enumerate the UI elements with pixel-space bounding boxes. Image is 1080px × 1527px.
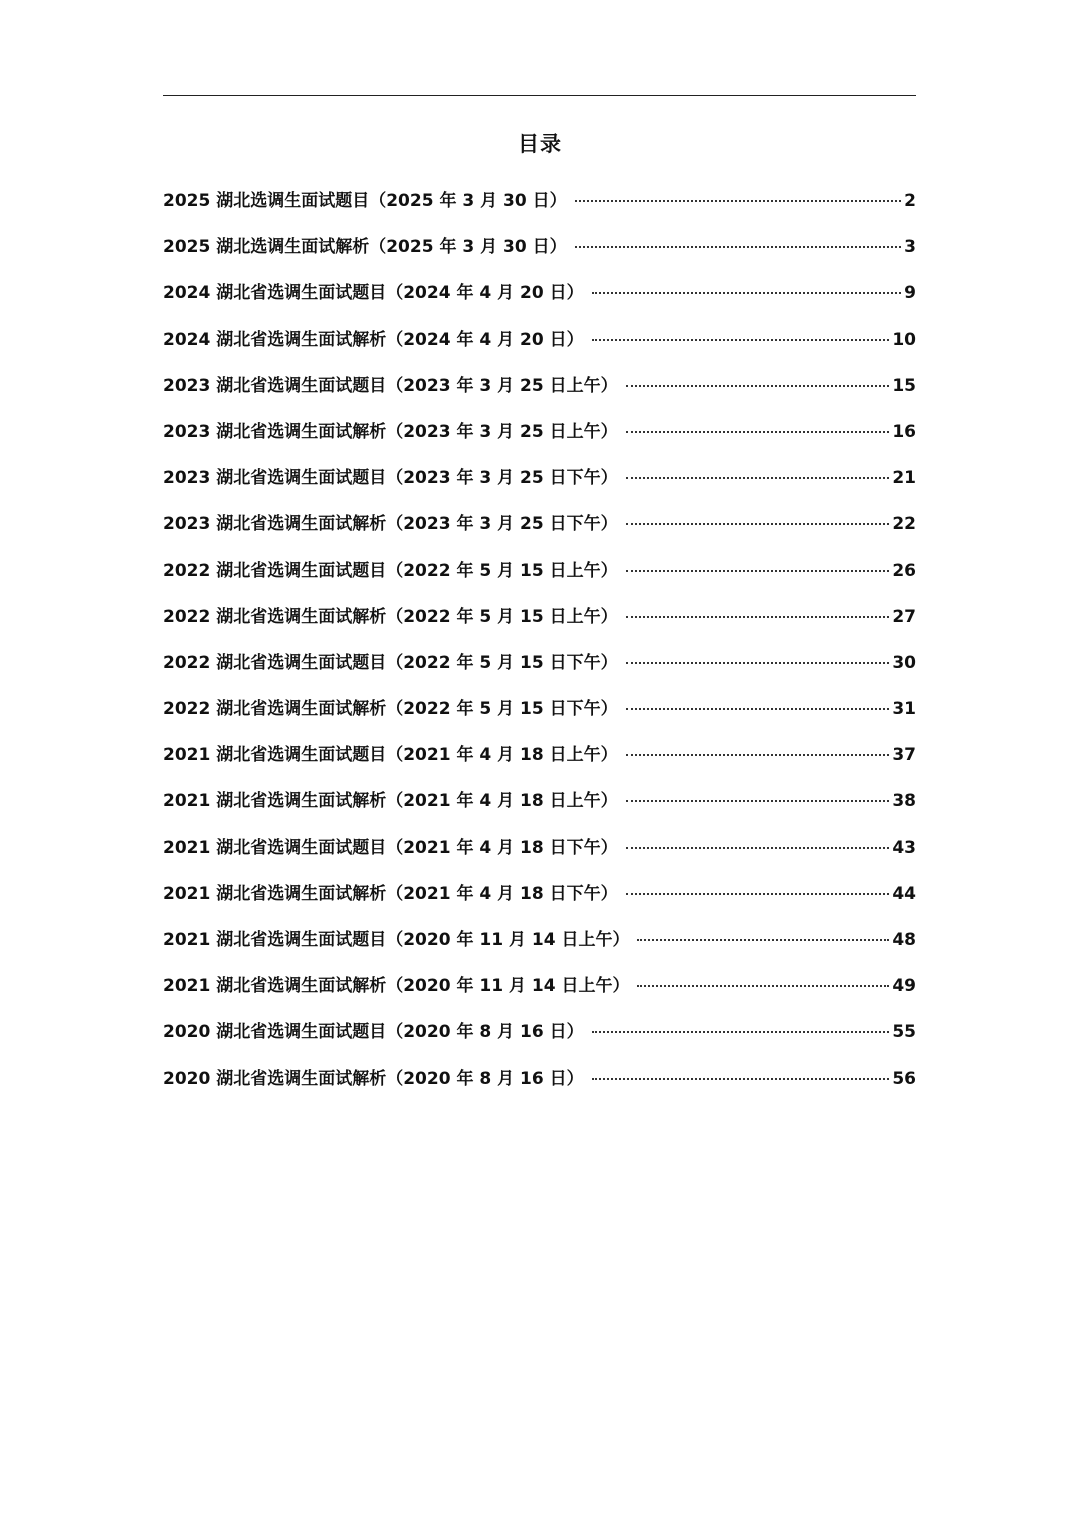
toc-entry-text: 2021 湖北省选调生面试解析（2020 年 11 月 14 日上午） (163, 976, 630, 997)
toc-leader-dots (626, 754, 890, 756)
toc-page-number: 15 (892, 375, 916, 396)
toc-entry[interactable] (163, 785, 916, 831)
toc-page-number: 3 (904, 237, 916, 258)
toc-entry[interactable] (163, 508, 916, 554)
toc-leader-dots (626, 385, 890, 387)
toc-entry-text: 2021 湖北省选调生面试题目（2020 年 11 月 14 日上午） (163, 930, 630, 950)
toc-entry-text: 2023 湖北省选调生面试题目（2023 年 3 月 25 日下午） (163, 468, 618, 489)
toc-leader-dots (575, 200, 902, 202)
toc-entry-text: 2020 湖北省选调生面试题目（2020 年 8 月 16 日） (163, 1022, 584, 1043)
header-rule (163, 95, 916, 96)
toc-entry[interactable] (163, 647, 916, 693)
toc-page-number: 16 (892, 421, 916, 442)
toc-leader-dots (592, 1031, 890, 1033)
toc-entry[interactable] (163, 277, 916, 323)
toc-page-number: 26 (892, 560, 916, 581)
toc-entry-text: 2024 湖北省选调生面试解析（2024 年 4 月 20 日） (163, 329, 584, 350)
toc-page-number: 30 (892, 652, 916, 673)
toc-leader-dots (626, 431, 890, 433)
toc-entry-text: 2025 湖北选调生面试解析（2025 年 3 月 30 日） (163, 237, 567, 258)
toc-leader-dots (626, 570, 890, 572)
toc-entry[interactable] (163, 324, 916, 370)
toc-page-number: 55 (892, 1022, 916, 1043)
toc-leader-dots (626, 477, 890, 479)
toc-page-number: 2 (904, 191, 916, 211)
toc-entry-text: 2022 湖北省选调生面试解析（2022 年 5 月 15 日下午） (163, 699, 618, 720)
toc-page-number: 56 (892, 1068, 916, 1089)
toc-leader-dots (626, 708, 890, 710)
toc-entry-text: 2024 湖北省选调生面试题目（2024 年 4 月 20 日） (163, 283, 584, 304)
toc-leader-dots (592, 339, 890, 341)
toc-entry-text: 2020 湖北省选调生面试解析（2020 年 8 月 16 日） (163, 1068, 584, 1089)
toc-leader-dots (626, 523, 890, 525)
toc-page-number: 22 (892, 514, 916, 535)
toc-leader-dots (626, 616, 890, 618)
toc-entry-text: 2022 湖北省选调生面试题目（2022 年 5 月 15 日上午） (163, 560, 618, 581)
toc-list (163, 185, 916, 1109)
toc-entry-text: 2023 湖北省选调生面试题目（2023 年 3 月 25 日上午） (163, 375, 618, 396)
toc-leader-dots (575, 246, 902, 248)
toc-entry[interactable] (163, 555, 916, 601)
toc-entry-text: 2023 湖北省选调生面试解析（2023 年 3 月 25 日上午） (163, 421, 618, 442)
toc-entry[interactable] (163, 1016, 916, 1062)
toc-entry[interactable] (163, 693, 916, 739)
toc-entry[interactable] (163, 924, 916, 970)
toc-title: 目录 (518, 132, 562, 156)
toc-page-number: 48 (892, 930, 916, 950)
toc-entry[interactable] (163, 739, 916, 785)
toc-entry[interactable] (163, 462, 916, 508)
toc-page-number: 38 (892, 791, 916, 812)
toc-leader-dots (637, 985, 889, 987)
toc-entry[interactable] (163, 878, 916, 924)
toc-leader-dots (626, 800, 890, 802)
toc-page-number: 10 (892, 329, 916, 350)
toc-entry-text: 2021 湖北省选调生面试解析（2021 年 4 月 18 日上午） (163, 791, 618, 812)
toc-leader-dots (626, 847, 890, 849)
toc-leader-dots (637, 939, 889, 941)
toc-page-number: 44 (892, 883, 916, 904)
toc-entry-text: 2023 湖北省选调生面试解析（2023 年 3 月 25 日下午） (163, 514, 618, 535)
toc-entry[interactable] (163, 416, 916, 462)
toc-entry-text: 2021 湖北省选调生面试题目（2021 年 4 月 18 日上午） (163, 745, 618, 766)
toc-entry[interactable] (163, 832, 916, 878)
toc-entry-text: 2022 湖北省选调生面试解析（2022 年 5 月 15 日上午） (163, 606, 618, 627)
toc-entry[interactable] (163, 231, 916, 277)
toc-entry-text: 2025 湖北选调生面试题目（2025 年 3 月 30 日） (163, 191, 567, 211)
toc-page-number: 43 (892, 837, 916, 858)
toc-entry[interactable] (163, 185, 916, 231)
toc-page-number: 9 (904, 283, 916, 304)
toc-page-number: 49 (892, 976, 916, 997)
toc-leader-dots (626, 662, 890, 664)
toc-page-number: 21 (892, 468, 916, 489)
toc-leader-dots (592, 292, 902, 294)
toc-entry-text: 2021 湖北省选调生面试题目（2021 年 4 月 18 日下午） (163, 837, 618, 858)
toc-page-number: 27 (892, 606, 916, 627)
toc-entry[interactable] (163, 970, 916, 1016)
toc-entry-text: 2021 湖北省选调生面试解析（2021 年 4 月 18 日下午） (163, 883, 618, 904)
toc-leader-dots (592, 1078, 890, 1080)
toc-entry-text: 2022 湖北省选调生面试题目（2022 年 5 月 15 日下午） (163, 652, 618, 673)
toc-page-number: 31 (892, 699, 916, 720)
toc-page-number: 37 (892, 745, 916, 766)
toc-entry[interactable] (163, 370, 916, 416)
toc-leader-dots (626, 893, 890, 895)
toc-entry[interactable] (163, 601, 916, 647)
toc-entry[interactable] (163, 1063, 916, 1109)
